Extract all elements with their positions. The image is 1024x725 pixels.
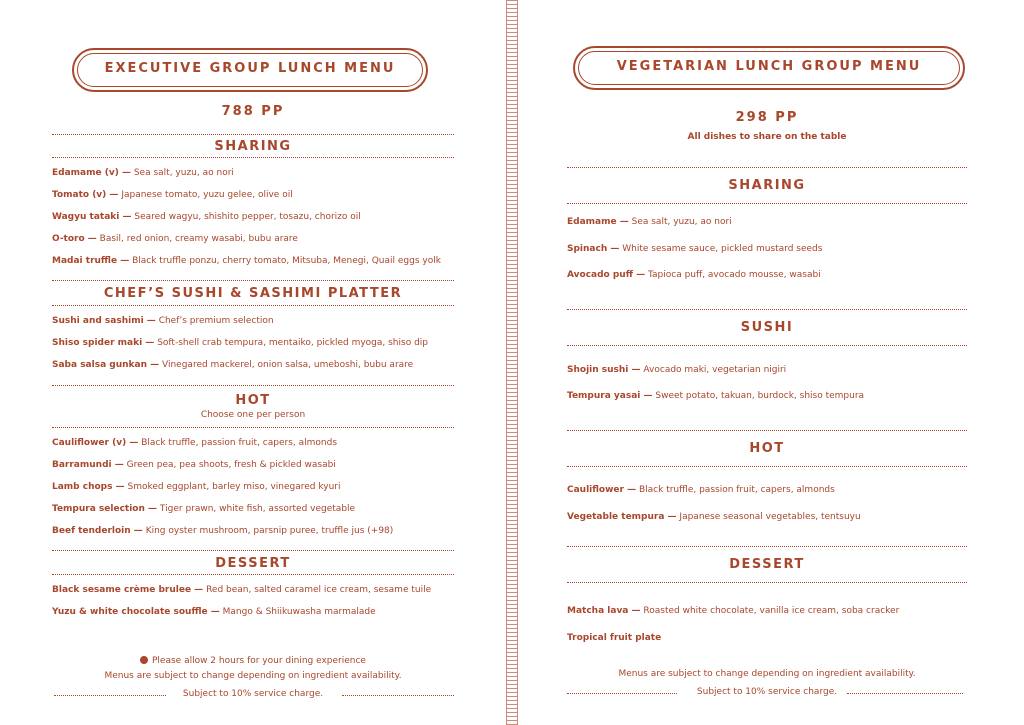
divider [52, 157, 454, 158]
menu-item [52, 504, 355, 514]
menu-subtitle: All dishes to share on the table [687, 132, 847, 142]
menu-item [52, 482, 341, 492]
dining-note-text: Please allow 2 hours for your dining experience [152, 656, 366, 666]
item-name: Tempura yasai — [567, 391, 653, 401]
divider [52, 385, 454, 386]
menu-item [567, 270, 821, 280]
menu-title: VEGETARIAN LUNCH GROUP MENU [616, 59, 922, 74]
divider [52, 280, 454, 281]
item-desc: Sea salt, yuzu, ao nori [133, 168, 234, 178]
availability-note: Menus are subject to change depending on ingredient availability. [104, 671, 402, 681]
item-name: Tempura selection — [52, 504, 158, 514]
menu-item [52, 212, 361, 222]
divider [567, 167, 967, 168]
divider [567, 345, 967, 346]
divider [342, 695, 454, 696]
menu-title-frame [573, 46, 965, 90]
item-desc: Tapioca puff, avocado mousse, wasabi [648, 270, 821, 280]
item-name: Yuzu & white chocolate souffle — [52, 607, 220, 617]
item-desc: Japanese seasonal vegetables, tentsuyu [679, 512, 861, 522]
menu-item [52, 460, 336, 470]
item-name: Wagyu tataki — [52, 212, 132, 222]
item-name: Matcha lava — [567, 606, 641, 616]
dining-time-note [52, 656, 454, 666]
item-desc: Japanese tomato, yuzu gelee, olive oil [121, 190, 293, 200]
divider [52, 574, 454, 575]
item-name: Edamame — [567, 217, 629, 227]
section-title-dessert: DESSERT [215, 556, 291, 571]
item-name: O-toro — [52, 234, 97, 244]
menu-title: EXECUTIVE GROUP LUNCH MENU [104, 61, 396, 76]
menu-item [567, 606, 899, 616]
item-desc: Red bean, salted caramel ice cream, sesame tuile [206, 585, 432, 595]
divider [567, 309, 967, 310]
menu-item [52, 607, 376, 617]
menu-item [52, 585, 431, 595]
item-name: Saba salsa gunkan — [52, 360, 160, 370]
menu-item [52, 168, 234, 178]
divider [567, 546, 967, 547]
item-name: Tropical fruit plate [567, 633, 662, 643]
item-name: Madai truffle — [52, 256, 130, 266]
divider [567, 203, 967, 204]
item-name: Spinach — [567, 244, 620, 254]
menu-item [52, 256, 441, 266]
item-desc: Tiger prawn, white fish, assorted vegetable [159, 504, 356, 514]
item-desc: Green pea, pea shoots, fresh & pickled wasabi [126, 460, 336, 470]
item-desc: Seared wagyu, shishito pepper, tosazu, chorizo oil [134, 212, 361, 222]
section-title-sharing: SHARING [728, 178, 806, 193]
item-name: Shojin sushi — [567, 365, 641, 375]
item-desc: Sea salt, yuzu, ao nori [631, 217, 732, 227]
item-name: Cauliflower — [567, 485, 637, 495]
divider [847, 693, 963, 694]
section-title-hot: HOT [235, 393, 271, 408]
menu-title-frame [72, 48, 428, 92]
menu-item [567, 391, 864, 401]
item-name: Vegetable tempura — [567, 512, 677, 522]
item-name: Avocado puff — [567, 270, 646, 280]
item-desc: Mango & Shiikuwasha marmalade [222, 607, 376, 617]
menu-item [567, 485, 835, 495]
item-desc: Black truffle, passion fruit, capers, almonds [141, 438, 338, 448]
item-name: Lamb chops — [52, 482, 125, 492]
center-binding [506, 0, 518, 725]
item-name: Tomato (v) — [52, 190, 119, 200]
menu-item [52, 190, 293, 200]
divider [52, 550, 454, 551]
item-name: Shiso spider maki — [52, 338, 155, 348]
item-name: Barramundi — [52, 460, 124, 470]
vegetarian-menu [567, 0, 967, 725]
item-desc: Vinegared mackerel, onion salsa, umeboshi, bubu arare [162, 360, 414, 370]
divider [52, 427, 454, 428]
item-desc: White sesame sauce, pickled mustard seeds [622, 244, 823, 254]
divider [52, 134, 454, 135]
item-desc: Avocado maki, vegetarian nigiri [643, 365, 787, 375]
item-desc: Basil, red onion, creamy wasabi, bubu arare [99, 234, 298, 244]
item-desc: Black truffle, passion fruit, capers, almonds [638, 485, 835, 495]
menu-item [567, 365, 786, 375]
service-charge-note: Subject to 10% service charge. [182, 689, 324, 699]
item-desc: Black truffle ponzu, cherry tomato, Mitsuba, Menegi, Quail eggs yolk [132, 256, 441, 266]
section-title-dessert: DESSERT [729, 557, 805, 572]
item-desc: Smoked eggplant, barley miso, vinegared kyuri [127, 482, 341, 492]
item-desc: Chef’s premium selection [158, 316, 274, 326]
menu-price: 298 PP [735, 110, 799, 125]
menu-item [567, 217, 732, 227]
item-name: Sushi and sashimi — [52, 316, 156, 326]
menu-item [52, 360, 413, 370]
section-title-platter: CHEF’S SUSHI & SASHIMI PLATTER [103, 286, 403, 301]
divider [52, 305, 454, 306]
item-desc: Sweet potato, takuan, burdock, shiso tempura [655, 391, 865, 401]
section-title-sushi: SUSHI [740, 320, 794, 335]
menu-item [52, 316, 274, 326]
item-name: Beef tenderloin — [52, 526, 143, 536]
item-name: Black sesame crème brulee — [52, 585, 204, 595]
divider [567, 582, 967, 583]
divider [567, 430, 967, 431]
item-name: Cauliflower (v) — [52, 438, 139, 448]
item-desc: King oyster mushroom, parsnip puree, truffle jus (+98) [145, 526, 394, 536]
section-title-sharing: SHARING [214, 139, 292, 154]
availability-note: Menus are subject to change depending on ingredient availability. [618, 669, 916, 679]
menu-item [567, 633, 661, 643]
menu-item [567, 244, 822, 254]
service-charge-note: Subject to 10% service charge. [696, 687, 838, 697]
menu-item [52, 526, 393, 536]
menu-item [567, 512, 861, 522]
item-desc: Roasted white chocolate, vanilla ice cream, soba cracker [643, 606, 900, 616]
item-desc: Soft-shell crab tempura, mentaiko, pickled myoga, shiso dip [157, 338, 428, 348]
section-title-hot: HOT [749, 441, 785, 456]
menu-item [52, 438, 337, 448]
divider [567, 466, 967, 467]
executive-menu [52, 0, 454, 725]
clock-icon [140, 656, 148, 664]
section-subtitle: Choose one per person [200, 410, 306, 420]
item-name: Edamame (v) — [52, 168, 131, 178]
menu-price: 788 PP [221, 104, 285, 119]
menu-item [52, 234, 298, 244]
menu-item [52, 338, 428, 348]
